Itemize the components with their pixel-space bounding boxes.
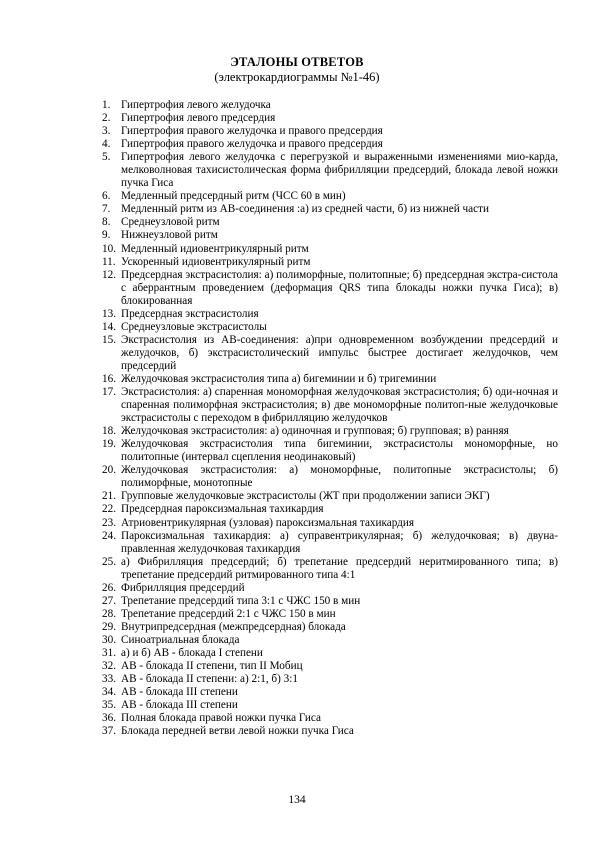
list-item xyxy=(102,673,558,686)
list-item xyxy=(102,334,558,373)
list-item-number: 26. xyxy=(102,581,116,594)
page-title: ЭТАЛОНЫ ОТВЕТОВ xyxy=(230,55,364,69)
list-item-number: 25. xyxy=(102,555,116,568)
list-item xyxy=(102,256,558,269)
list-item xyxy=(102,582,558,595)
list-item-number: 30. xyxy=(102,633,116,646)
list-item-text: Трепетание предсердий 2:1 с ЧЖС 150 в мин xyxy=(121,607,336,620)
list-item-number: 21. xyxy=(102,490,116,503)
list-item-text: Предсердная экстрасистолия xyxy=(121,307,259,320)
list-item xyxy=(102,686,558,699)
list-item xyxy=(102,712,558,725)
list-item xyxy=(102,308,558,321)
list-item-number: 37. xyxy=(102,725,116,738)
list-item-text: Экстрасистолия из АВ-соединения: а)при одновременном возбуждении предсердий и желудочков, б) экстрасистолический импульс быстрее достигает желудочков, чем предсердий xyxy=(121,333,558,372)
list-item xyxy=(102,373,558,386)
list-item-number: 22. xyxy=(102,503,116,516)
list-item-text: Медленный предсердный ритм (ЧСС 60 в мин) xyxy=(121,190,346,203)
list-item-text: Блокада передней ветви левой ножки пучка Гиса xyxy=(121,725,354,738)
list-item-number: 28. xyxy=(102,607,116,620)
list-item-number: 14. xyxy=(102,320,116,333)
list-item-text: Желудочковая экстрасистолия типа бигеминии, экстрасистолы мономорфные, но политопные (интервал сцепления неодинаковый) xyxy=(121,438,558,464)
list-item xyxy=(102,530,558,556)
list-item-text: Желудочковая экстрасистолия типа а) бигеминии и б) тригеминии xyxy=(121,372,437,385)
list-item xyxy=(102,138,558,151)
list-item-number: 36. xyxy=(102,712,116,725)
list-item-text: Экстрасистолия: а) спаренная мономорфная желудочковая экстрасистолия; б) оди-ночная и спаренная полиморфная экстрасистолия; в) две мономорфные политоп-ные желудочковые экстрасистолы с переходом в фибрилляцию желудочков xyxy=(121,386,558,425)
list-item-text: Среднеузловые экстрасистолы xyxy=(121,320,267,333)
list-item-number: 5. xyxy=(102,151,111,164)
list-item xyxy=(102,608,558,621)
list-item-text: Пароксизмальная тахикардия: а) суправентрикулярная; б) желудочковая; в) двуна-правленная желудочковая тахикардия xyxy=(121,529,558,555)
list-item xyxy=(102,112,558,125)
list-item xyxy=(102,490,558,503)
list-item-number: 23. xyxy=(102,516,116,529)
list-item xyxy=(102,464,558,490)
list-item-text: Медленный ритм из АВ-соединения :а) из средней части, б) из нижней части xyxy=(121,203,489,216)
list-item xyxy=(102,438,558,464)
list-item-number: 8. xyxy=(102,216,111,229)
list-item xyxy=(102,621,558,634)
list-item-text: Внутрипредсердная (межпредсердная) блокада xyxy=(121,620,346,633)
list-item-text: Ускоренный идиовентрикулярный ритм xyxy=(121,255,311,268)
list-item-number: 2. xyxy=(102,112,111,125)
list-item-number: 17. xyxy=(102,386,116,399)
list-item-text: Гипертрофия правого желудочка и правого предсердия xyxy=(121,125,383,138)
list-item-number: 32. xyxy=(102,660,116,673)
list-item-text: а) и б) АВ - блокада I степени xyxy=(121,646,263,659)
page-subtitle: (электрокардиограммы №1-46) xyxy=(214,70,380,84)
list-item-text: АВ - блокада III степени xyxy=(121,686,238,699)
list-item xyxy=(102,595,558,608)
list-item-text: Гипертрофия правого желудочка и правого предсердия xyxy=(121,138,383,151)
list-item-text: АВ - блокада III степени xyxy=(121,699,238,712)
list-item-number: 20. xyxy=(102,464,116,477)
list-item-number: 19. xyxy=(102,438,116,451)
list-item xyxy=(102,216,558,229)
list-item-text: Полная блокада правой ножки пучка Гиса xyxy=(121,712,321,725)
list-item-text: Гипертрофия левого желудочка с перегрузкой и выраженными изменениями мио-карда, мелковолновая тахисистолическая форма фибрилляции предсердий, блокада левой ножки пучка Гиса xyxy=(121,151,558,190)
list-item xyxy=(102,556,558,582)
list-item-number: 13. xyxy=(102,307,116,320)
page-number: 134 xyxy=(288,794,306,806)
list-item xyxy=(102,634,558,647)
list-item-number: 29. xyxy=(102,620,116,633)
list-item xyxy=(102,243,558,256)
list-item-number: 15. xyxy=(102,333,116,346)
list-item xyxy=(102,125,558,138)
list-item xyxy=(102,725,558,738)
list-item-text: Медленный идиовентрикулярный ритм xyxy=(121,242,309,255)
list-item-number: 6. xyxy=(102,190,111,203)
list-item-text: а) Фибрилляция предсердий; б) трепетание предсердий неритмированного типа; в) трепетание предсердий ритмированного типа 4:1 xyxy=(121,555,558,581)
list-item-text: Предсердная пароксизмальная тахикардия xyxy=(121,503,324,516)
list-item-number: 33. xyxy=(102,673,116,686)
list-item-number: 35. xyxy=(102,699,116,712)
list-item-number: 10. xyxy=(102,242,116,255)
list-item xyxy=(102,647,558,660)
list-item xyxy=(102,203,558,216)
list-item xyxy=(102,699,558,712)
list-item xyxy=(102,321,558,334)
list-item-number: 9. xyxy=(102,229,111,242)
list-item-text: Фибрилляция предсердий xyxy=(121,581,245,594)
list-item-number: 27. xyxy=(102,594,116,607)
list-item xyxy=(102,229,558,242)
list-item-text: Гипертрофия левого желудочка xyxy=(121,99,271,111)
list-item-number: 18. xyxy=(102,425,116,438)
list-item xyxy=(102,517,558,530)
list-item-text: Групповые желудочковые экстрасистолы (ЖТ при продолжении записи ЭКГ) xyxy=(121,490,490,503)
list-item xyxy=(102,151,558,190)
list-item-text: Атриовентрикулярная (узловая) пароксизмальная тахикардия xyxy=(121,516,415,529)
list-item-number: 11. xyxy=(102,255,116,268)
list-item-text: Желудочковая экстрасистолия: а) мономорфные, политопные экстрасистолы; б) полиморфные, монотопные xyxy=(121,464,558,490)
list-item-number: 24. xyxy=(102,529,116,542)
list-item-number: 16. xyxy=(102,372,116,385)
list-item xyxy=(102,190,558,203)
list-item-text: Гипертрофия левого предсердия xyxy=(121,112,276,125)
list-item-number: 4. xyxy=(102,138,111,151)
list-item-number: 34. xyxy=(102,686,116,699)
list-item-text: Среднеузловой ритм xyxy=(121,216,220,229)
list-item xyxy=(102,269,558,308)
list-item xyxy=(102,425,558,438)
list-item-number: 31. xyxy=(102,646,116,659)
list-item-text: Нижнеузловой ритм xyxy=(121,229,218,242)
list-item-text: Синоатриальная блокада xyxy=(121,633,240,646)
answer-list xyxy=(102,99,558,738)
list-item-text: Трепетание предсердий типа 3:1 с ЧЖС 150 в мин xyxy=(121,594,361,607)
list-item-text: АВ - блокада II степени, тип II Мобиц xyxy=(121,660,303,673)
list-item-number: 3. xyxy=(102,125,111,138)
list-item xyxy=(102,503,558,516)
list-item-text: Предсердная экстрасистолия: а) полиморфные, политопные; б) предсердная экстра-систола с аберрантным проведением (деформация QRS типа блокады ножки пучка Гиса); в) блокированная xyxy=(121,268,558,307)
list-item-number: 1. xyxy=(102,99,111,111)
list-item xyxy=(102,660,558,673)
list-item-text: Желудочковая экстрасистолия: а) одиночная и групповая; б) групповая; в) ранняя xyxy=(121,425,509,438)
list-item-number: 7. xyxy=(102,203,111,216)
list-item xyxy=(102,99,558,112)
list-item-text: АВ - блокада II степени: а) 2:1, б) 3:1 xyxy=(121,673,298,686)
list-item xyxy=(102,386,558,425)
list-item-number: 12. xyxy=(102,268,116,281)
